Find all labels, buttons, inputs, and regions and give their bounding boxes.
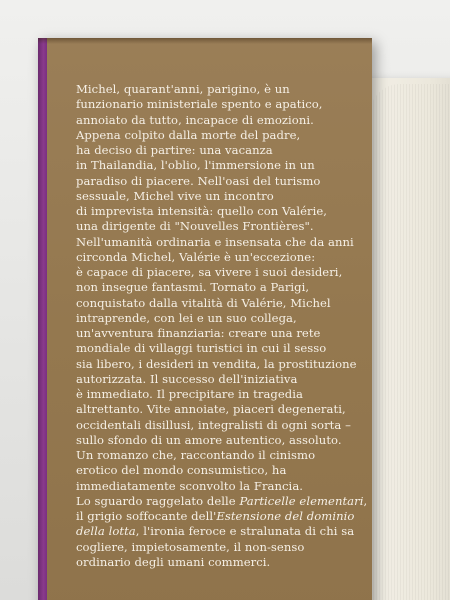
purple-spine-edge	[38, 38, 47, 600]
blurb-line: non insegue fantasmi. Tornato a Parigi,	[76, 280, 310, 295]
blurb-line: una dirigente di "Nouvelles Frontières".	[76, 219, 314, 234]
blurb-line: sia libero, i desideri in vendita, la prostituzione	[76, 356, 357, 371]
back-cover-blurb	[76, 82, 376, 570]
blurb-line: intraprende, con lei e un suo collega,	[76, 310, 297, 325]
blurb-line: è capace di piacere, sa vivere i suoi desideri,	[76, 265, 343, 279]
blurb-line: in Thailandia, l'oblio, l'immersione in un	[76, 158, 315, 173]
blurb-line: Appena colpito dalla morte del padre,	[76, 127, 301, 142]
blurb-line: Michel, quarant'anni, parigino, è un	[76, 82, 290, 96]
blurb-line: immediatamente sconvolto la Francia.	[76, 478, 304, 493]
blurb-line: funzionario ministeriale spento e apatico,	[76, 97, 323, 112]
blurb-line: paradiso di piacere. Nell'oasi del turismo	[76, 173, 321, 188]
blurb-line: un'avventura finanziaria: creare una rete	[76, 326, 321, 340]
blurb-line: ha deciso di partire: una vacanza	[76, 143, 273, 157]
blurb-line: autorizzata. Il successo dell'iniziativa	[76, 371, 298, 386]
blurb-line: di imprevista intensità: quello con Valérie,	[76, 204, 328, 218]
blurb-line: sullo sfondo di un amore autentico, assoluto.	[76, 432, 342, 447]
blurb-line: annoiato da tutto, incapace di emozioni.	[76, 112, 314, 127]
blurb-line: altrettanto. Vite annoiate, piaceri degenerati,	[76, 402, 346, 417]
blurb-closing-line	[76, 494, 376, 509]
blurb-line: mondiale di villaggi turistici in cui il sesso	[76, 341, 327, 356]
closing-text: Lo sguardo raggelato delle	[76, 493, 240, 508]
book-title-estensione: Estensione del dominio	[216, 509, 355, 523]
blurb-line: occidentali disillusi, integralisti di ogni sorta –	[76, 417, 351, 432]
blurb-line: circonda Michel, Valérie è un'eccezione:	[76, 249, 316, 264]
closing-text: , l'ironia feroce e stralunata di chi sa	[135, 524, 355, 539]
book-cover-flap	[38, 38, 372, 600]
blurb-closing-line	[76, 509, 376, 524]
closing-text: ,	[363, 493, 368, 508]
blurb-line: è immediato. Il precipitare in tragedia	[76, 387, 303, 401]
blurb-line: erotico del mondo consumistico, ha	[76, 463, 287, 478]
blurb-line: sessuale, Michel vive un incontro	[76, 188, 274, 203]
book-title-particelle: Particelle elementari	[239, 493, 364, 508]
blurb-closing-line: cogliere, impietosamente, il non-senso	[76, 539, 305, 554]
blurb-line: Un romanzo che, raccontando il cinismo	[76, 448, 316, 462]
blurb-closing-line: ordinario degli umani commerci.	[76, 554, 271, 569]
book-title-estensione-cont: della lotta	[76, 524, 136, 539]
blurb-line: Nell'umanità ordinaria e insensata che da anni	[76, 234, 354, 249]
closing-text: il grigio soffocante dell'	[76, 509, 217, 523]
blurb-closing-line	[76, 524, 376, 539]
flap-top-shadow	[38, 38, 372, 44]
blurb-line: conquistato dalla vitalità di Valérie, Michel	[76, 295, 331, 310]
